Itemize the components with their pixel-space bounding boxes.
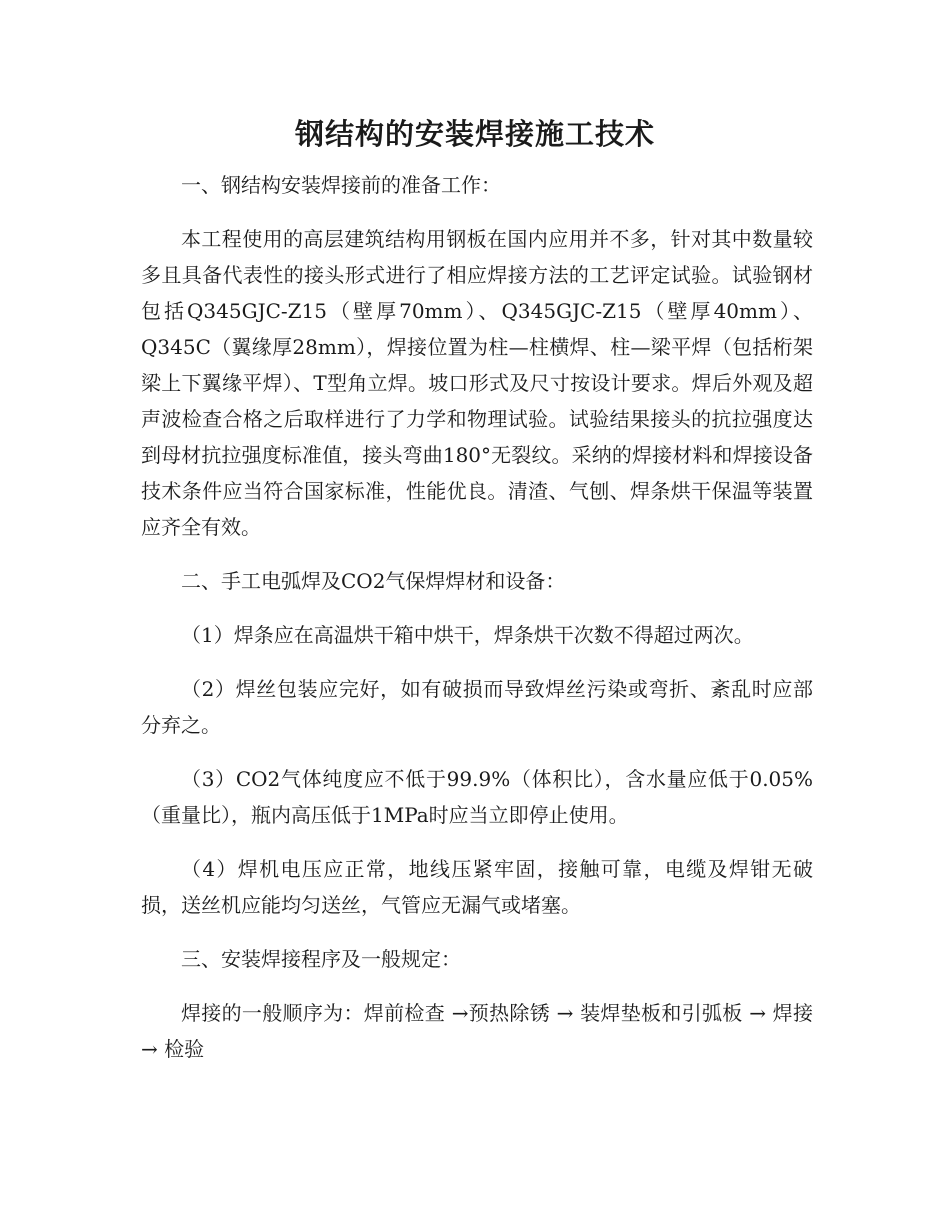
document-body xyxy=(141,167,813,1067)
document-title: 钢结构的安装焊接施工技术 xyxy=(294,117,655,151)
section-2-item-4: （4）焊机电压应正常，地线压紧牢固，接触可靠，电缆及焊钳无破损，送丝机应能均匀送丝，气管应无漏气或堵塞。 xyxy=(141,857,813,917)
section-3-paragraph: 焊接的一般顺序为：焊前检查 →预热除锈 → 装焊垫板和引弧板 → 焊接 → 检验 xyxy=(141,1001,813,1061)
section-1-heading: 一、钢结构安装焊接前的准备工作： xyxy=(181,173,501,197)
section-2-heading: 二、手工电弧焊及CO2气保焊焊材和设备： xyxy=(181,569,566,593)
section-2-item-2: （2）焊丝包装应完好，如有破损而导致焊丝污染或弯折、紊乱时应部分弃之。 xyxy=(141,677,813,737)
section-2-item-1: （1）焊条应在高温烘干箱中烘干，焊条烘干次数不得超过两次。 xyxy=(181,623,754,647)
section-3-heading: 三、安装焊接程序及一般规定： xyxy=(181,947,461,971)
section-2-item-3: （3）CO2气体纯度应不低于99.9%（体积比），含水量应低于0.05%（重量比），瓶内高压低于1MPa时应当立即停止使用。 xyxy=(141,767,813,827)
section-1-paragraph: 本工程使用的高层建筑结构用钢板在国内应用并不多，针对其中数量较多且具备代表性的接头形式进行了相应焊接方法的工艺评定试验。试验钢材包括Q345GJC-Z15（壁厚70mm）、Q345GJC-Z15（壁厚40mm）、Q345C（翼缘厚28mm），焊接位置为柱—柱横焊、柱—梁平焊（包括桁架梁上下翼缘平焊）、T型角立焊。坡口形式及尺寸按设计要求。焊后外观及超声波检查合格之后取样进行了力学和物理试验。试验结果接头的抗拉强度达到母材抗拉强度标准值，接头弯曲180°无裂纹。采纳的焊接材料和焊接设备技术条件应当符合国家标准，性能优良。清渣、气刨、焊条烘干保温等装置应齐全有效。 xyxy=(141,227,813,539)
